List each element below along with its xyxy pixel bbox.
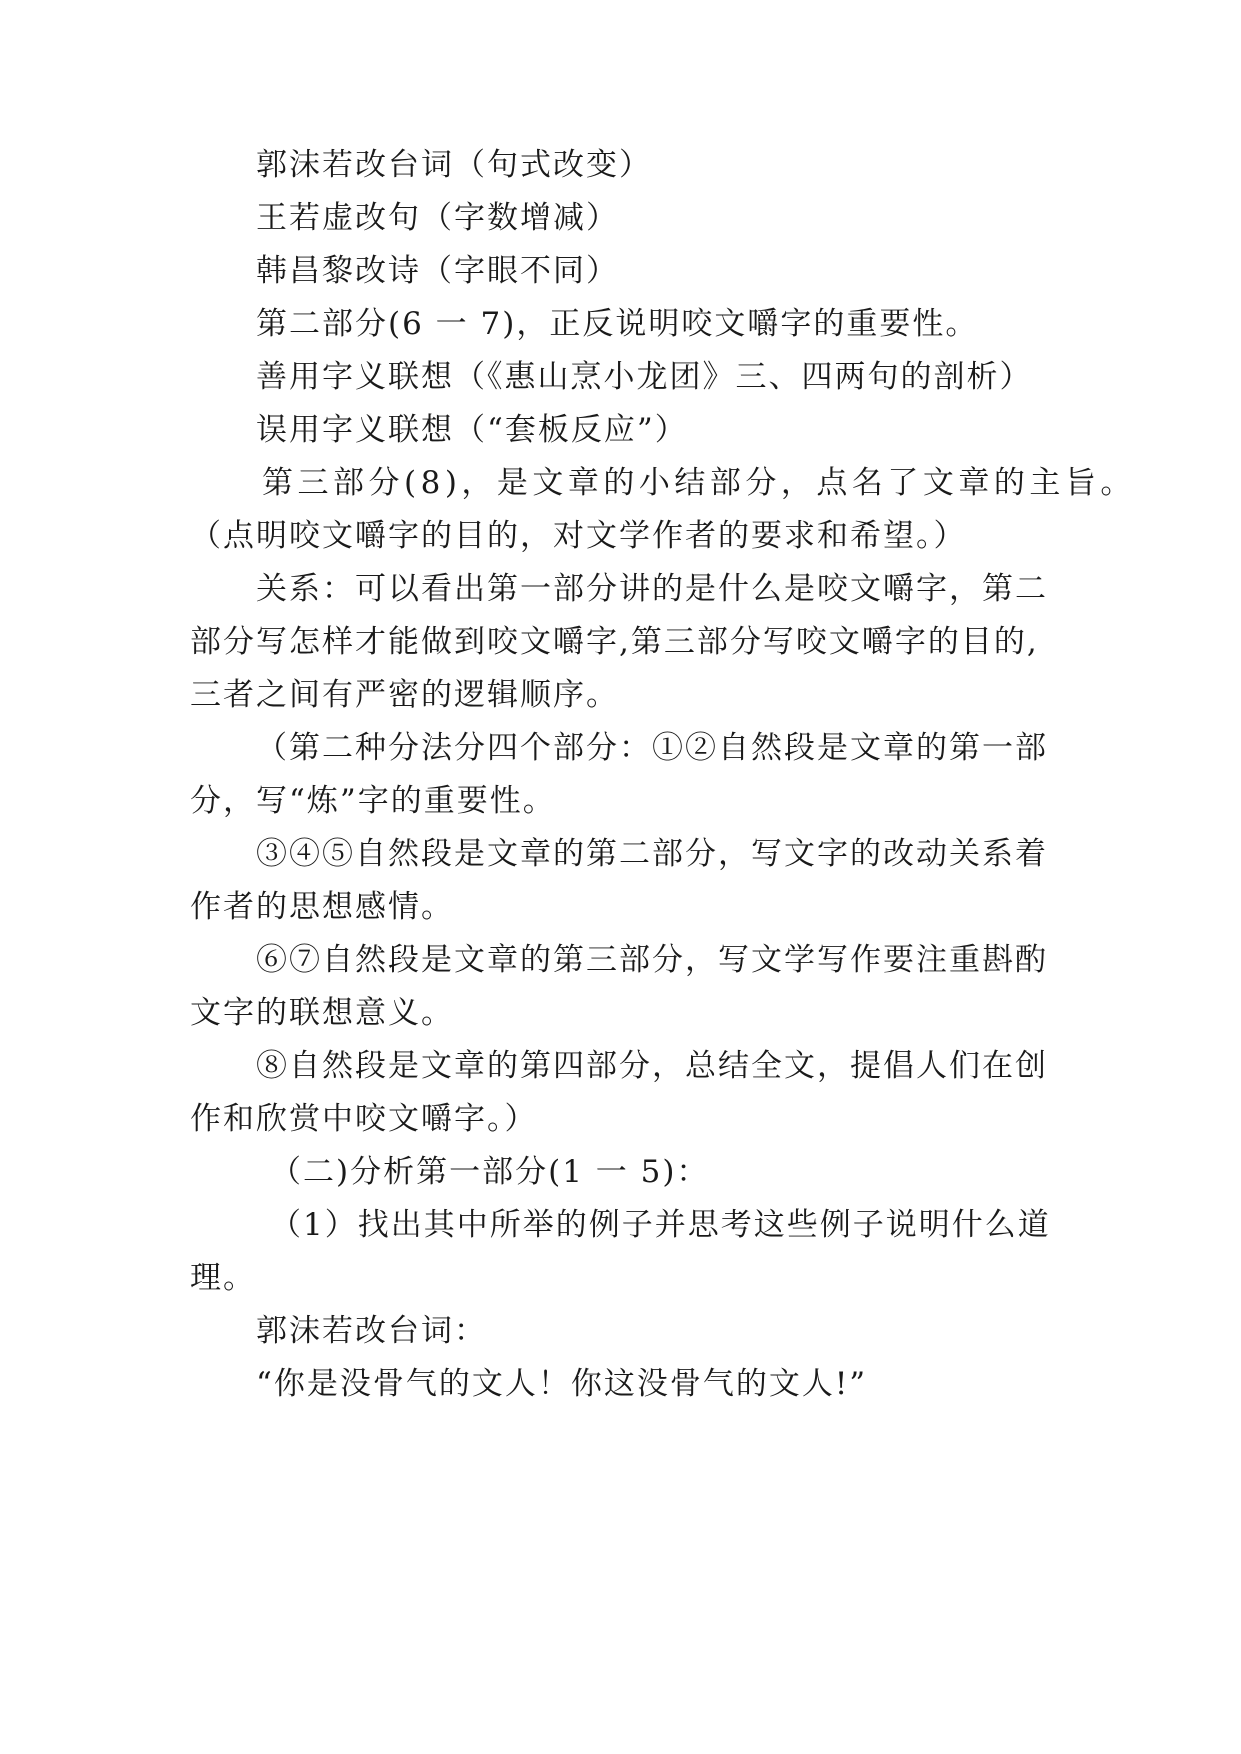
text-line: 郭沫若改台词：	[256, 1313, 487, 1349]
text-line: 分，写“炼”字的重要性。	[190, 783, 556, 819]
text-line: （点明咬文嚼字的目的，对文学作者的要求和希望。）	[190, 518, 967, 554]
text-line: 善用字义联想（《惠山烹小龙团》三、四两句的剖析）	[256, 359, 1033, 395]
text-line: 误用字义联想（“套板反应”）	[256, 412, 688, 448]
quote-line: “你是没骨气的文人！你这没骨气的文人!”	[256, 1366, 868, 1402]
text-line: 文字的联想意义。	[190, 995, 454, 1031]
text-line: 王若虚改句（字数增减）	[256, 200, 619, 236]
text-line: （1）找出其中所举的例子并思考这些例子说明什么道	[270, 1207, 1051, 1243]
text-line: 韩昌黎改诗（字眼不同）	[256, 253, 619, 289]
section-heading: （二)分析第一部分(1 一 5)：	[270, 1154, 710, 1190]
text-line: 关系：可以看出第一部分讲的是什么是咬文嚼字，第二	[256, 571, 1048, 607]
text-line: 第三部分(8)，是文章的小结部分，点名了文章的主旨。	[262, 465, 1136, 501]
text-line: 第二部分(6 一 7)，正反说明咬文嚼字的重要性。	[256, 306, 979, 342]
text-line: 部分写怎样才能做到咬文嚼字,第三部分写咬文嚼字的目的,	[190, 624, 1039, 660]
text-line: 作和欣赏中咬文嚼字。）	[190, 1101, 538, 1137]
text-line: ⑧自然段是文章的第四部分，总结全文，提倡人们在创	[256, 1048, 1048, 1084]
text-line: ⑥⑦自然段是文章的第三部分，写文学写作要注重斟酌	[256, 942, 1048, 978]
text-line: 理。	[190, 1260, 256, 1296]
text-line: （第二种分法分四个部分：①②自然段是文章的第一部	[256, 730, 1048, 766]
text-line: 三者之间有严密的逻辑顺序。	[190, 677, 619, 713]
text-line: 郭沫若改台词（句式改变）	[256, 147, 652, 183]
text-line: ③④⑤自然段是文章的第二部分，写文字的改动关系着	[256, 836, 1048, 872]
text-line: 作者的思想感情。	[190, 889, 454, 925]
